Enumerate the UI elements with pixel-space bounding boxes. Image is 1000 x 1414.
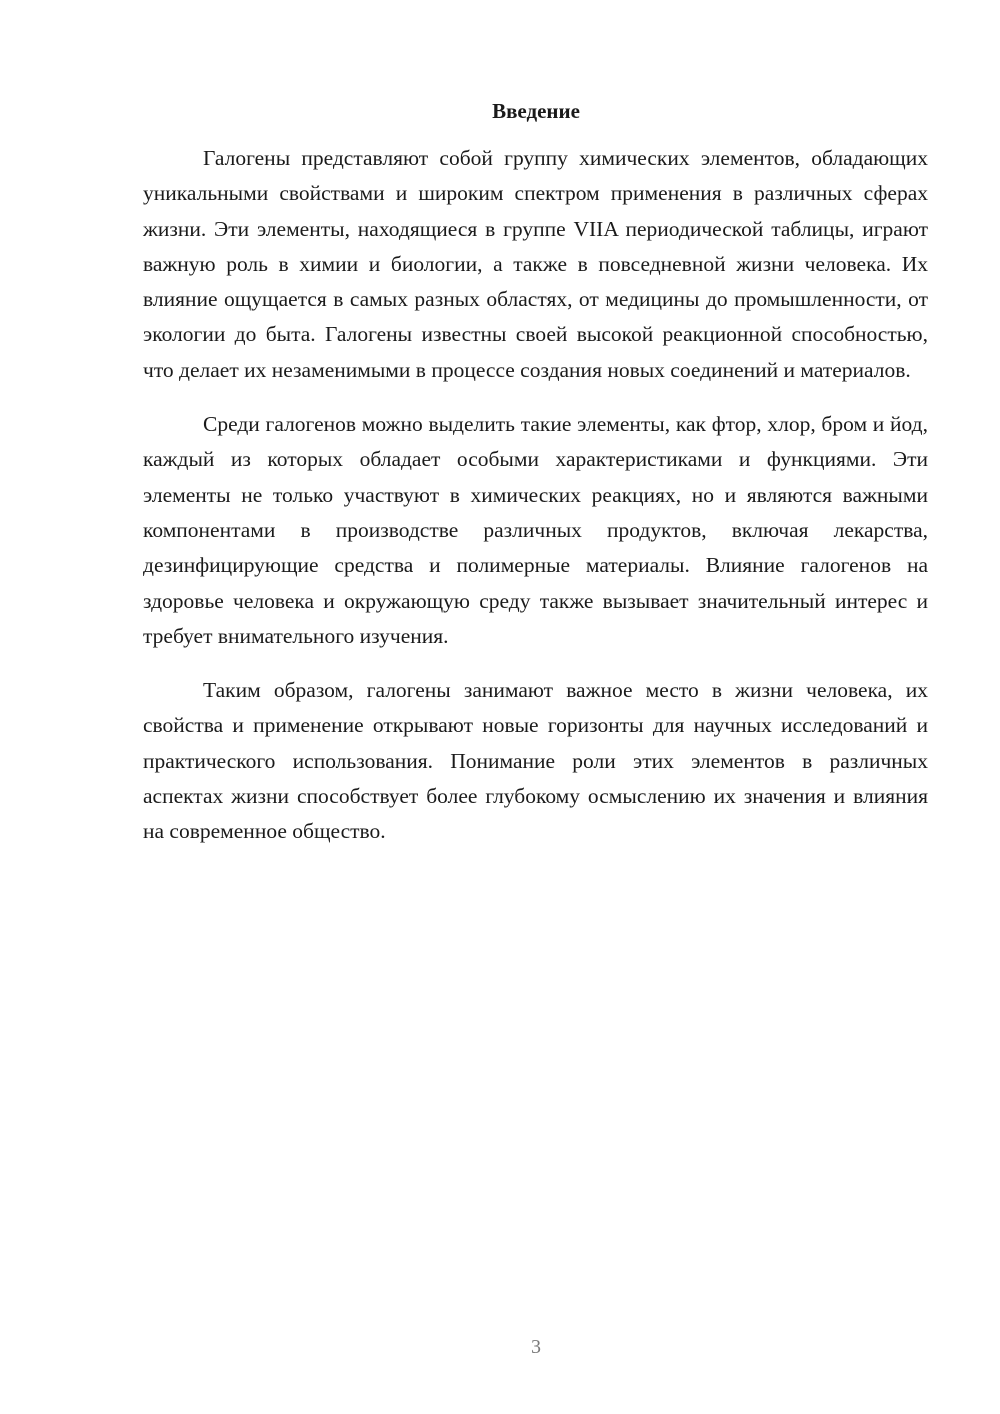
section-heading: Введение — [492, 99, 580, 123]
paragraph-3: Таким образом, галогены занимают важное место в жизни человека, их свойства и применение открывают новые горизонты для научных исследований и практического использования. Понимание роли этих элементов в различных аспектах жизни способствует более глубокому осмыслению их значения и влияния на современное общество. — [143, 678, 928, 844]
paragraph-1: Галогены представляют собой группу химических элементов, обладающих уникальными свойствами и широким спектром применения в различных сферах жизни. Эти элементы, находящиеся в группе VIIA периодической таблицы, играют важную роль в химии и биологии, а также в повседневной жизни человека. Их влияние ощущается в самых разных областях, от медицины до промышленности, от экологии до быта. Галогены известны своей высокой реакционной способностью, что делает их незаменимыми в процессе создания новых соединений и материалов. — [143, 146, 928, 382]
page-number: 3 — [531, 1336, 541, 1358]
paragraph-2: Среди галогенов можно выделить такие элементы, как фтор, хлор, бром и йод, каждый из которых обладает особыми характеристиками и функциями. Эти элементы не только участвуют в химических реакциях, но и являются важными компонентами в производстве различных продуктов, включая лекарства, дезинфицирующие средства и полимерные материалы. Влияние галогенов на здоровье человека и окружающую среду также вызывает значительный интерес и требует внимательного изучения. — [143, 412, 928, 648]
body-text — [143, 141, 928, 869]
